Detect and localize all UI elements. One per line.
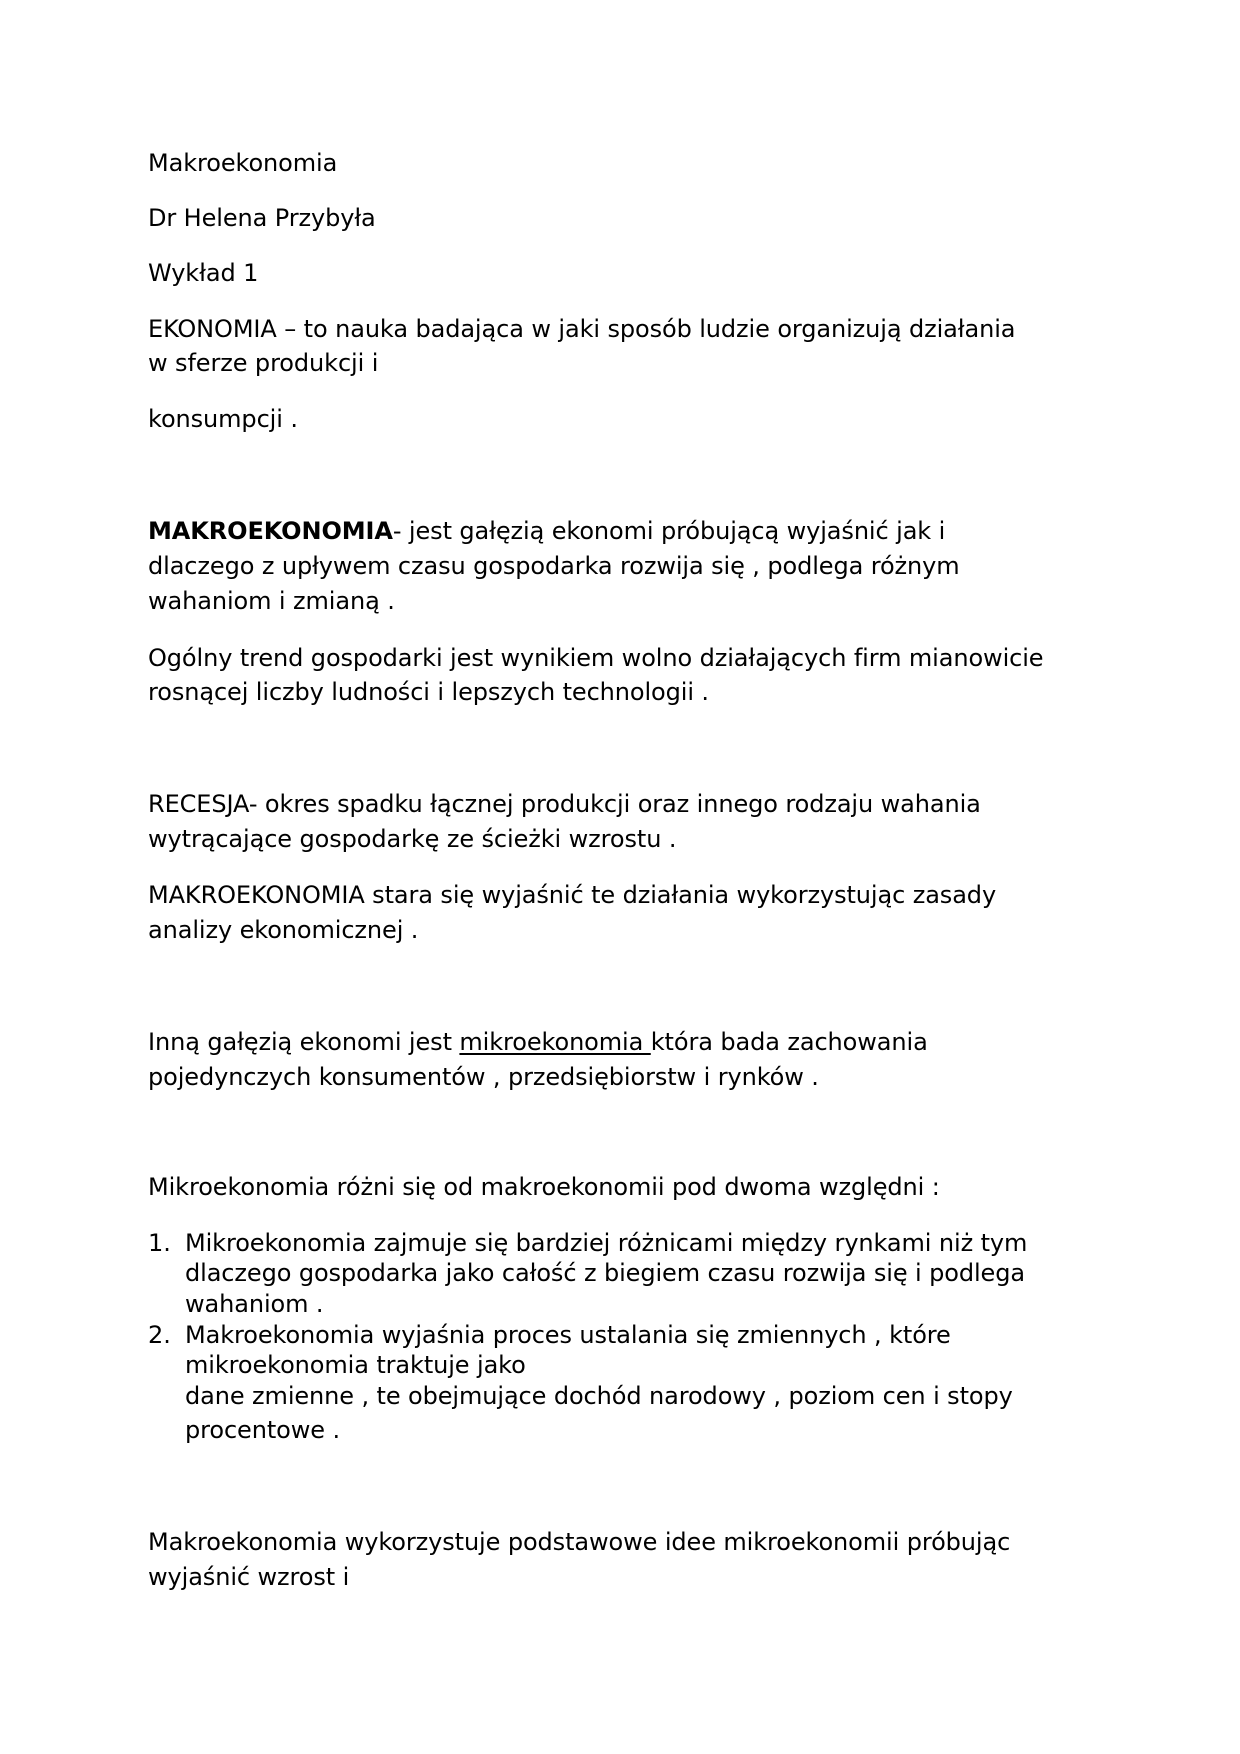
differs-heading: Mikroekonomia różni się od makroekonomii pod dwoma względni : xyxy=(148,1173,940,1201)
mikroekonomia-line-2: pojedynczych konsumentów , przedsiębiorstw i rynków . xyxy=(148,1063,819,1091)
list-number-1: 1. xyxy=(148,1229,171,1257)
list-item-1-line-2: dlaczego gospodarka jako całość z biegiem czasu rozwija się i podlega xyxy=(185,1259,1025,1287)
makroekonomia-definition-text: - jest gałęzią ekonomi próbującą wyjaśnić jak i xyxy=(392,517,946,545)
ekonomia-definition-line-1: EKONOMIA – to nauka badająca w jaki sposób ludzie organizują działania xyxy=(148,315,1016,343)
list-item-2-line-1: Makroekonomia wyjaśnia proces ustalania się zmiennych , które xyxy=(185,1321,951,1349)
list-item-1-line-3: wahaniom . xyxy=(185,1290,324,1318)
author-line: Dr Helena Przybyła xyxy=(148,204,376,232)
mikroekonomia-rest: która bada zachowania xyxy=(650,1028,928,1056)
document-title: Makroekonomia xyxy=(148,149,338,177)
mikroekonomia-link[interactable]: mikroekonomia xyxy=(459,1028,651,1056)
final-line-2: wyjaśnić wzrost i xyxy=(148,1563,350,1591)
makro-explains-line-1: MAKROEKONOMIA stara się wyjaśnić te działania wykorzystując zasady xyxy=(148,881,997,909)
trend-line-2: rosnącej liczby ludności i lepszych technologii . xyxy=(148,678,709,706)
lecture-number: Wykład 1 xyxy=(148,259,259,287)
makroekonomia-term: MAKROEKONOMIA xyxy=(148,517,393,545)
list-item-2-line-4: procentowe . xyxy=(185,1416,340,1444)
mikroekonomia-line-1 xyxy=(148,1025,928,1060)
trend-line-1: Ogólny trend gospodarki jest wynikiem wolno działających firm mianowicie xyxy=(148,644,1044,672)
recesja-line-2: wytrącające gospodarkę ze ścieżki wzrostu . xyxy=(148,825,677,853)
ekonomia-definition-line-2: w sferze produkcji i xyxy=(148,349,379,377)
makro-explains-line-2: analizy ekonomicznej . xyxy=(148,916,419,944)
makroekonomia-definition-line-2: dlaczego z upływem czasu gospodarka rozwija się , podlega różnym xyxy=(148,552,960,580)
final-line-1: Makroekonomia wykorzystuje podstawowe idee mikroekonomii próbując xyxy=(148,1528,1011,1556)
recesja-line-1: RECESJA- okres spadku łącznej produkcji oraz innego rodzaju wahania xyxy=(148,790,981,818)
list-item-2-line-2: mikroekonomia traktuje jako xyxy=(185,1351,526,1379)
list-item-2-line-3: dane zmienne , te obejmujące dochód narodowy , poziom cen i stopy xyxy=(185,1382,1013,1410)
list-number-2: 2. xyxy=(148,1321,171,1349)
makroekonomia-definition-line-3: wahaniom i zmianą . xyxy=(148,587,395,615)
list-item-1-line-1: Mikroekonomia zajmuje się bardziej różnicami między rynkami niż tym xyxy=(185,1229,1028,1257)
ekonomia-definition-line-3: konsumpcji . xyxy=(148,405,298,433)
mikroekonomia-intro: Inną gałęzią ekonomi jest xyxy=(148,1028,460,1056)
makroekonomia-definition-line-1 xyxy=(148,514,945,549)
